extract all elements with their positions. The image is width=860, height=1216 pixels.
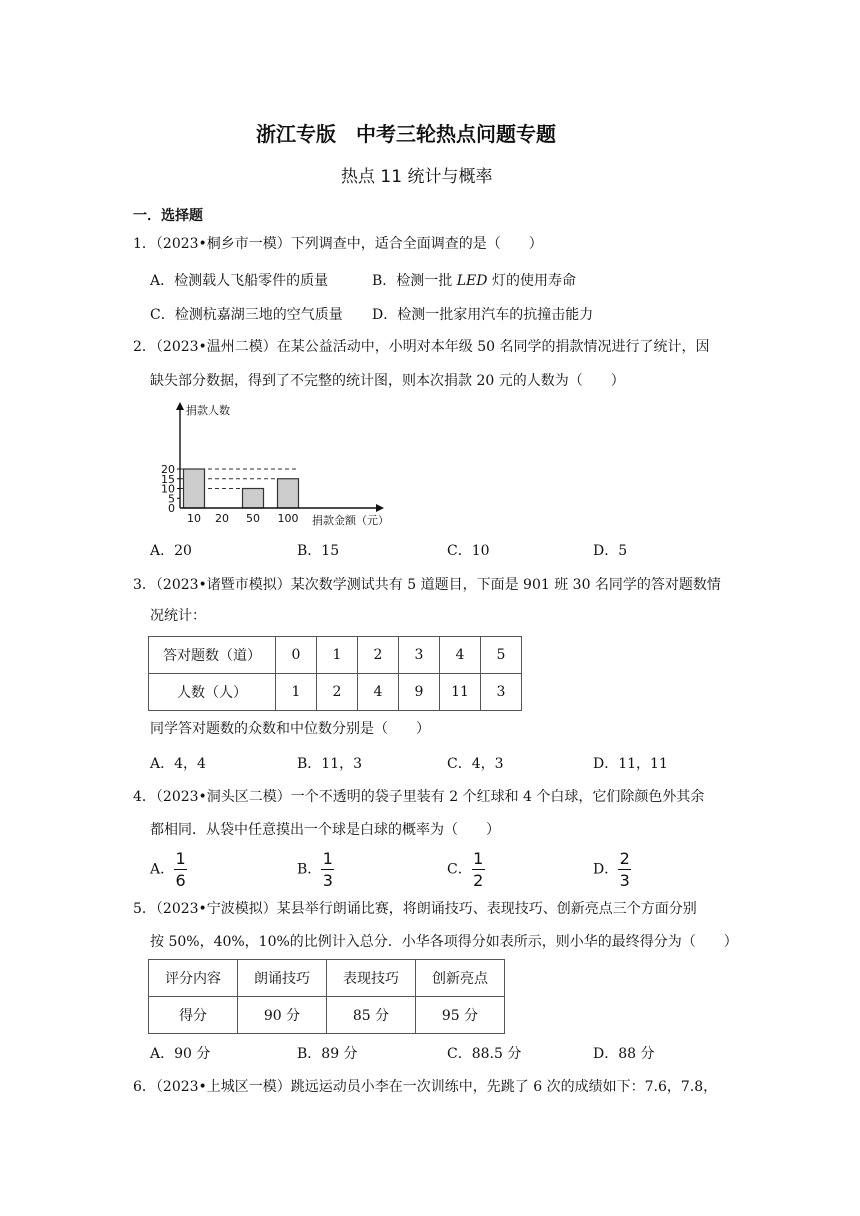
x-tick-label: 20	[215, 512, 229, 525]
option-label: B．	[297, 861, 322, 878]
table-cell: 2	[358, 637, 399, 674]
x-axis-title: 捐款金额（元）	[312, 514, 389, 527]
table-cell: 0	[276, 637, 317, 674]
bar	[278, 479, 299, 508]
table-cell: 3	[481, 674, 522, 711]
fraction	[472, 850, 485, 889]
fraction	[321, 850, 334, 889]
table-cell: 人数（人）	[149, 674, 276, 711]
table-cell: 1	[276, 674, 317, 711]
question-5-stem-line-2: 按 50%，40%，10%的比例计入总分．小华各项得分如表所示，则小华的最终得分为（ ）	[150, 934, 738, 950]
x-axis-arrow	[376, 504, 384, 512]
fraction-numerator: 2	[619, 849, 630, 868]
question-5-option-a: A．90 分	[150, 1046, 211, 1062]
fraction	[174, 850, 187, 889]
fraction-denominator: 3	[619, 871, 630, 890]
question-5-option-b: B．89 分	[297, 1046, 358, 1062]
question-4-option-d	[593, 850, 631, 889]
table-cell: 95 分	[416, 997, 505, 1034]
table-row	[149, 637, 522, 674]
question-3-option-d: D．11，11	[593, 756, 668, 772]
question-1-stem: 1．（2023•桐乡市一模）下列调查中，适合全面调查的是（ ）	[133, 236, 543, 252]
question-1-option-b	[372, 270, 576, 290]
y-tick-label: 20	[161, 463, 175, 476]
question-2-stem-line-1: 2．（2023•温州二模）在某公益活动中，小明对本年级 50 名同学的捐款情况进行了统计，因	[133, 339, 710, 355]
y-tick-label: 15	[161, 472, 175, 486]
table-cell: 1	[317, 637, 358, 674]
table-cell: 11	[440, 674, 481, 711]
x-tick-label: 50	[246, 512, 260, 525]
option-b-led: LED	[456, 273, 488, 289]
fraction-bar	[174, 869, 187, 870]
table-cell: 创新亮点	[416, 960, 505, 997]
question-4-option-b	[297, 850, 334, 889]
table-row	[149, 997, 505, 1034]
question-3-stem-line-3: 同学答对题数的众数和中位数分别是（ ）	[150, 721, 430, 737]
page-title: 浙江专版 中考三轮热点问题专题	[256, 122, 556, 146]
y-tick-label: 0	[168, 502, 175, 515]
y-tick-label: 10	[161, 482, 175, 496]
table-cell: 85 分	[327, 997, 416, 1034]
question-3-stem-line-2: 况统计：	[150, 608, 206, 624]
table-cell: 9	[399, 674, 440, 711]
question-2-option-a: A．20	[150, 543, 192, 559]
section-heading: 一．选择题	[133, 208, 203, 224]
table-row	[149, 960, 505, 997]
question-3-option-a: A．4，4	[150, 756, 206, 772]
question-2-option-b: B．15	[297, 543, 340, 559]
question-4-option-a	[150, 850, 187, 889]
option-label: A．	[150, 861, 175, 878]
table-cell: 2	[317, 674, 358, 711]
table-cell: 5	[481, 637, 522, 674]
table-cell: 答对题数（道）	[149, 637, 276, 674]
y-tick-label: 5	[168, 492, 175, 506]
question-1-option-d: D．检测一批家用汽车的抗撞击能力	[372, 307, 594, 323]
fraction-bar	[618, 869, 631, 870]
question-5-stem-line-1: 5．（2023•宁波模拟）某县举行朗诵比赛，将朗诵技巧、表现技巧、创新亮点三个方面分别	[133, 901, 697, 917]
question-1-option-c: C．检测杭嘉湖三地的空气质量	[150, 307, 343, 323]
table-cell: 评分内容	[149, 960, 238, 997]
table-cell: 3	[399, 637, 440, 674]
table-cell: 表现技巧	[327, 960, 416, 997]
x-tick-label: 10	[187, 512, 201, 525]
table-row	[149, 674, 522, 711]
fraction-denominator: 2	[473, 871, 484, 890]
fraction	[618, 850, 631, 889]
question-4-stem-line-2: 都相同．从袋中任意摸出一个球是白球的概率为（ ）	[150, 822, 500, 838]
fraction-denominator: 3	[322, 871, 333, 890]
question-3-stem-line-1: 3．（2023•诸暨市模拟）某次数学测试共有 5 道题目，下面是 901 班 30 名同学的答对题数情	[133, 577, 721, 593]
score-table	[148, 959, 505, 1034]
x-tick-label: 100	[277, 512, 299, 525]
fraction-bar	[321, 869, 334, 870]
question-2-option-d: D．5	[593, 543, 628, 559]
y-axis-title: 捐款人数	[186, 404, 230, 417]
question-3-option-b: B．11，3	[297, 756, 363, 772]
option-b-suffix: 灯的使用寿命	[487, 273, 576, 289]
question-1-option-a: A．检测载人飞船零件的质量	[150, 273, 329, 289]
option-label: D．	[593, 861, 619, 878]
fraction-bar	[472, 869, 485, 870]
question-6-stem-line-1: 6．（2023•上城区一模）跳远运动员小李在一次训练中，先跳了 6 次的成绩如下：7.6，7.8，	[133, 1079, 718, 1095]
fraction-numerator: 1	[175, 849, 186, 868]
y-axis-arrow	[176, 402, 184, 410]
table-cell: 4	[358, 674, 399, 711]
question-4-stem-line-1: 4．（2023•洞头区二模）一个不透明的袋子里装有 2 个红球和 4 个白球，它们除颜色外其余	[133, 789, 705, 805]
answer-count-table	[148, 636, 522, 711]
question-2-stem-line-2: 缺失部分数据，得到了不完整的统计图，则本次捐款 20 元的人数为（ ）	[150, 373, 625, 389]
question-2-option-c: C．10	[447, 543, 490, 559]
question-5-option-c: C．88.5 分	[447, 1046, 522, 1062]
fraction-denominator: 6	[175, 871, 186, 890]
question-5-option-d: D．88 分	[593, 1046, 655, 1062]
option-b-prefix: B．检测一批	[372, 273, 457, 289]
table-cell: 4	[440, 637, 481, 674]
bar	[184, 469, 205, 508]
question-4-option-c	[447, 850, 485, 889]
table-cell: 90 分	[238, 997, 327, 1034]
fraction-numerator: 1	[322, 849, 333, 868]
table-cell: 得分	[149, 997, 238, 1034]
question-3-option-c: C．4，3	[447, 756, 504, 772]
page-subtitle: 热点 11 统计与概率	[341, 167, 493, 187]
donation-bar-chart	[140, 398, 400, 530]
option-label: C．	[447, 861, 472, 878]
fraction-numerator: 1	[473, 849, 484, 868]
bar	[243, 489, 264, 509]
table-cell: 朗诵技巧	[238, 960, 327, 997]
